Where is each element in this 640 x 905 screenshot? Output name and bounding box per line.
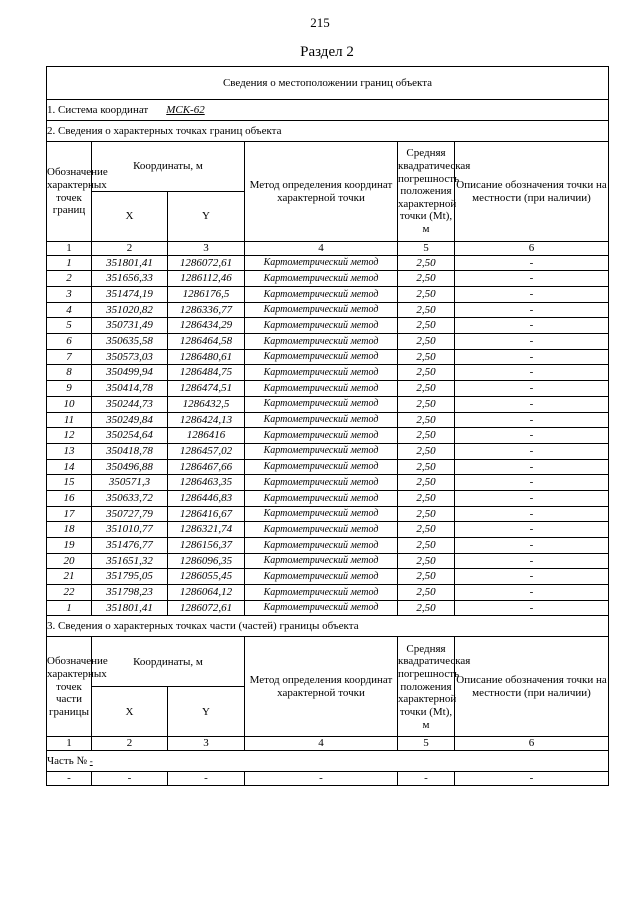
- header-coordinates: Координаты, м: [92, 142, 245, 192]
- point-accuracy: 2,50: [398, 318, 455, 334]
- point-y: 1286464,58: [168, 334, 245, 350]
- point-description: -: [455, 428, 609, 444]
- point-id: 15: [47, 475, 92, 491]
- point-x: 351020,82: [92, 302, 168, 318]
- point-id: 20: [47, 553, 92, 569]
- page-number: 215: [310, 15, 330, 30]
- point-description: -: [455, 381, 609, 397]
- point-x: 350418,78: [92, 443, 168, 459]
- column-number: 2: [92, 242, 168, 256]
- point-id: 6: [47, 334, 92, 350]
- point-method: Картометрический метод: [245, 538, 398, 554]
- point-id: 8: [47, 365, 92, 381]
- point-description: -: [455, 538, 609, 554]
- table-row: [47, 428, 609, 444]
- point-x: 351801,41: [92, 255, 168, 271]
- point-description: -: [455, 475, 609, 491]
- point-y: 1286321,74: [168, 522, 245, 538]
- point-y: 1286072,61: [168, 255, 245, 271]
- table-row: [47, 255, 609, 271]
- table-row: [47, 334, 609, 350]
- table-row: [47, 271, 609, 287]
- empty-cell: -: [168, 772, 245, 786]
- point-accuracy: 2,50: [398, 428, 455, 444]
- table-row: [47, 287, 609, 303]
- point-description: -: [455, 443, 609, 459]
- table-row: [47, 490, 609, 506]
- point-accuracy: 2,50: [398, 381, 455, 397]
- empty-cell: -: [47, 772, 92, 786]
- parts-header-y: Y: [168, 687, 245, 737]
- column-number: 5: [398, 242, 455, 256]
- point-y: 1286336,77: [168, 302, 245, 318]
- point-id: 13: [47, 443, 92, 459]
- point-id: 18: [47, 522, 92, 538]
- point-y: 1286416: [168, 428, 245, 444]
- point-description: -: [455, 365, 609, 381]
- point-id: 16: [47, 490, 92, 506]
- point-accuracy: 2,50: [398, 271, 455, 287]
- header-description: Описание обозначения точки на местности (при наличии): [455, 142, 609, 242]
- point-accuracy: 2,50: [398, 396, 455, 412]
- point-y: 1286446,83: [168, 490, 245, 506]
- point-accuracy: 2,50: [398, 349, 455, 365]
- column-number: 5: [398, 737, 455, 751]
- point-description: -: [455, 600, 609, 616]
- point-y: 1286474,51: [168, 381, 245, 397]
- point-id: 7: [47, 349, 92, 365]
- point-description: -: [455, 302, 609, 318]
- point-method: Картометрический метод: [245, 600, 398, 616]
- point-x: 350571,3: [92, 475, 168, 491]
- point-id: 11: [47, 412, 92, 428]
- point-y: 1286096,35: [168, 553, 245, 569]
- point-method: Картометрический метод: [245, 287, 398, 303]
- point-accuracy: 2,50: [398, 538, 455, 554]
- point-id: 5: [47, 318, 92, 334]
- point-method: Картометрический метод: [245, 522, 398, 538]
- point-id: 2: [47, 271, 92, 287]
- point-x: 350635,58: [92, 334, 168, 350]
- point-method: Картометрический метод: [245, 349, 398, 365]
- table-row: [47, 538, 609, 554]
- point-description: -: [455, 490, 609, 506]
- coordinate-system-label: 1. Система координат: [47, 103, 149, 116]
- parts-header-x: X: [92, 687, 168, 737]
- point-x: 350727,79: [92, 506, 168, 522]
- point-id: 10: [47, 396, 92, 412]
- point-x: 350496,88: [92, 459, 168, 475]
- point-x: 350499,94: [92, 365, 168, 381]
- table-row: [47, 443, 609, 459]
- point-method: Картометрический метод: [245, 506, 398, 522]
- point-x: 350254,64: [92, 428, 168, 444]
- header-designation: Обозначение характерных точек границ: [47, 142, 92, 242]
- point-accuracy: 2,50: [398, 490, 455, 506]
- table-row: [47, 475, 609, 491]
- table-row: [47, 381, 609, 397]
- point-description: -: [455, 255, 609, 271]
- point-method: Картометрический метод: [245, 412, 398, 428]
- header-accuracy: Средняя квадратическая погрешность положения характерной точки (Mt), м: [398, 142, 455, 242]
- point-method: Картометрический метод: [245, 569, 398, 585]
- point-x: 350731,49: [92, 318, 168, 334]
- point-y: 1286432,5: [168, 396, 245, 412]
- parts-header-designation: Обозначение характерных точек части границы: [47, 637, 92, 737]
- point-id: 4: [47, 302, 92, 318]
- boundary-table: [46, 66, 609, 786]
- point-id: 3: [47, 287, 92, 303]
- point-accuracy: 2,50: [398, 255, 455, 271]
- point-x: 350573,03: [92, 349, 168, 365]
- point-method: Картометрический метод: [245, 381, 398, 397]
- point-x: 351651,32: [92, 553, 168, 569]
- point-accuracy: 2,50: [398, 365, 455, 381]
- table-row: [47, 396, 609, 412]
- column-number: 1: [47, 242, 92, 256]
- column-number: 4: [245, 242, 398, 256]
- column-number: 2: [92, 737, 168, 751]
- column-number: 3: [168, 737, 245, 751]
- parts-section-title: 3. Сведения о характерных точках части (частей) границы объекта: [47, 616, 609, 637]
- table-row: [47, 600, 609, 616]
- point-y: 1286434,29: [168, 318, 245, 334]
- part-label-row: [47, 751, 609, 772]
- point-x: 351795,05: [92, 569, 168, 585]
- point-id: 21: [47, 569, 92, 585]
- point-id: 17: [47, 506, 92, 522]
- point-id: 1: [47, 600, 92, 616]
- point-description: -: [455, 585, 609, 601]
- point-description: -: [455, 287, 609, 303]
- point-accuracy: 2,50: [398, 600, 455, 616]
- point-method: Картометрический метод: [245, 271, 398, 287]
- column-number: 1: [47, 737, 92, 751]
- point-method: Картометрический метод: [245, 443, 398, 459]
- point-description: -: [455, 553, 609, 569]
- point-y: 1286072,61: [168, 600, 245, 616]
- part-number: -: [89, 755, 93, 766]
- point-y: 1286176,5: [168, 287, 245, 303]
- point-description: -: [455, 412, 609, 428]
- point-method: Картометрический метод: [245, 553, 398, 569]
- point-accuracy: 2,50: [398, 585, 455, 601]
- point-y: 1286156,37: [168, 538, 245, 554]
- point-id: 12: [47, 428, 92, 444]
- parts-header-coordinates: Координаты, м: [92, 637, 245, 687]
- point-accuracy: 2,50: [398, 459, 455, 475]
- point-accuracy: 2,50: [398, 522, 455, 538]
- point-y: 1286484,75: [168, 365, 245, 381]
- parts-header-method: Метод определения координат характерной точки: [245, 637, 398, 737]
- table-row: [47, 522, 609, 538]
- point-description: -: [455, 522, 609, 538]
- point-x: 351010,77: [92, 522, 168, 538]
- table-row: [47, 553, 609, 569]
- point-accuracy: 2,50: [398, 569, 455, 585]
- table-row: [47, 349, 609, 365]
- point-x: 350244,73: [92, 396, 168, 412]
- point-description: -: [455, 459, 609, 475]
- point-accuracy: 2,50: [398, 443, 455, 459]
- point-method: Картометрический метод: [245, 334, 398, 350]
- point-x: 351476,77: [92, 538, 168, 554]
- table-row: [47, 569, 609, 585]
- empty-cell: -: [455, 772, 609, 786]
- point-description: -: [455, 334, 609, 350]
- point-accuracy: 2,50: [398, 287, 455, 303]
- coordinate-system-value: МСК-62: [166, 103, 205, 116]
- part-label: Часть №: [47, 754, 87, 767]
- point-id: 14: [47, 459, 92, 475]
- header-method: Метод определения координат характерной точки: [245, 142, 398, 242]
- point-method: Картометрический метод: [245, 585, 398, 601]
- point-description: -: [455, 318, 609, 334]
- point-x: 351801,41: [92, 600, 168, 616]
- point-accuracy: 2,50: [398, 475, 455, 491]
- point-method: Картометрический метод: [245, 475, 398, 491]
- point-accuracy: 2,50: [398, 302, 455, 318]
- point-description: -: [455, 506, 609, 522]
- point-method: Картометрический метод: [245, 365, 398, 381]
- point-y: 1286467,66: [168, 459, 245, 475]
- parts-empty-row: [47, 772, 609, 786]
- parts-header-description: Описание обозначения точки на местности (при наличии): [455, 637, 609, 737]
- point-y: 1286055,45: [168, 569, 245, 585]
- point-y: 1286457,02: [168, 443, 245, 459]
- point-description: -: [455, 569, 609, 585]
- point-y: 1286480,61: [168, 349, 245, 365]
- parts-column-numbers-row: [47, 737, 609, 751]
- point-x: 351474,19: [92, 287, 168, 303]
- header-y: Y: [168, 192, 245, 242]
- point-description: -: [455, 349, 609, 365]
- column-numbers-row: [47, 242, 609, 256]
- coordinate-system-row: [47, 100, 609, 121]
- point-method: Картометрический метод: [245, 428, 398, 444]
- column-number: 6: [455, 242, 609, 256]
- point-y: 1286112,46: [168, 271, 245, 287]
- point-method: Картометрический метод: [245, 459, 398, 475]
- point-y: 1286463,35: [168, 475, 245, 491]
- point-x: 350414,78: [92, 381, 168, 397]
- table-row: [47, 459, 609, 475]
- parts-header-accuracy: Средняя квадратическая погрешность положения характерной точки (Mt), м: [398, 637, 455, 737]
- point-method: Картометрический метод: [245, 490, 398, 506]
- section-title: Раздел 2: [300, 44, 354, 60]
- point-description: -: [455, 396, 609, 412]
- point-description: -: [455, 271, 609, 287]
- point-id: 9: [47, 381, 92, 397]
- point-method: Картометрический метод: [245, 396, 398, 412]
- point-x: 350633,72: [92, 490, 168, 506]
- point-method: Картометрический метод: [245, 302, 398, 318]
- empty-cell: -: [92, 772, 168, 786]
- column-number: 3: [168, 242, 245, 256]
- point-x: 351656,33: [92, 271, 168, 287]
- table-row: [47, 506, 609, 522]
- table-row: [47, 585, 609, 601]
- table-row: [47, 365, 609, 381]
- column-number: 4: [245, 737, 398, 751]
- point-y: 1286416,67: [168, 506, 245, 522]
- points-section-title: 2. Сведения о характерных точках границ объекта: [47, 121, 609, 142]
- point-method: Картометрический метод: [245, 255, 398, 271]
- empty-cell: -: [245, 772, 398, 786]
- empty-cell: -: [398, 772, 455, 786]
- table-row: [47, 318, 609, 334]
- point-method: Картометрический метод: [245, 318, 398, 334]
- table-row: [47, 302, 609, 318]
- point-id: 1: [47, 255, 92, 271]
- column-number: 6: [455, 737, 609, 751]
- point-accuracy: 2,50: [398, 506, 455, 522]
- table-title: Сведения о местоположении границ объекта: [47, 67, 609, 100]
- table-row: [47, 412, 609, 428]
- point-id: 19: [47, 538, 92, 554]
- header-x: X: [92, 192, 168, 242]
- point-accuracy: 2,50: [398, 334, 455, 350]
- point-x: 351798,23: [92, 585, 168, 601]
- point-x: 350249,84: [92, 412, 168, 428]
- point-accuracy: 2,50: [398, 412, 455, 428]
- point-y: 1286064,12: [168, 585, 245, 601]
- point-accuracy: 2,50: [398, 553, 455, 569]
- point-id: 22: [47, 585, 92, 601]
- point-y: 1286424,13: [168, 412, 245, 428]
